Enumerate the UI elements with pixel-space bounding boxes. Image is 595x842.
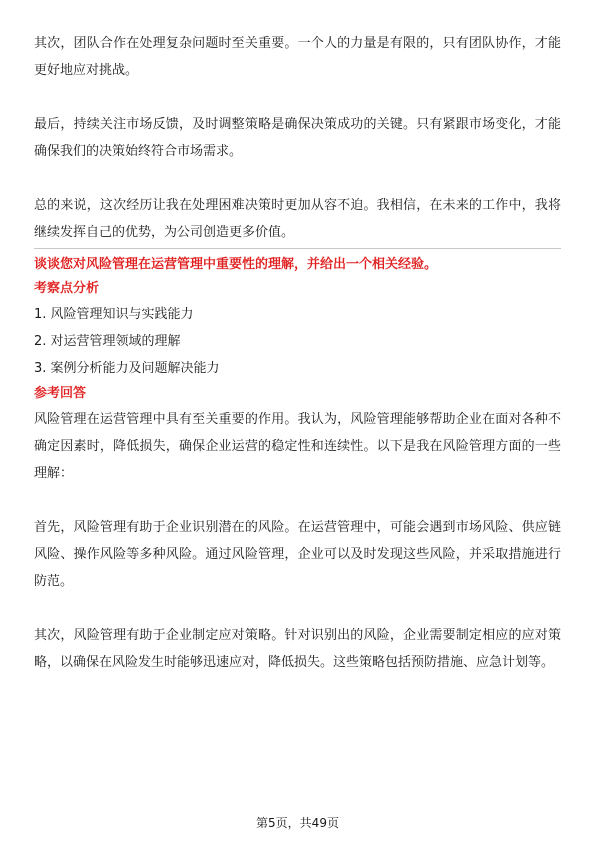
question-heading: 谈谈您对风险管理在运营管理中重要性的理解，并给出一个相关经验。: [34, 257, 438, 272]
answer-title: 参考回答: [34, 386, 87, 401]
analysis-list: [34, 301, 561, 382]
answer-paragraph-3: 其次，风险管理有助于企业制定应对策略。针对识别出的风险，企业需要制定相应的应对策略，以确保在风险发生时能够迅速应对，降低损失。这些策略包括预防措施、应急计划等。: [34, 628, 561, 670]
intro-paragraph-2: 最后，持续关注市场反馈，及时调整策略是确保决策成功的关键。只有紧跟市场变化，才能确保我们的决策始终符合市场需求。: [34, 117, 561, 159]
answer-paragraph-2: 首先，风险管理有助于企业识别潜在的风险。在运营管理中，可能会遇到市场风险、供应链风险、操作风险等多种风险。通过风险管理，企业可以及时发现这些风险，并采取措施进行防范。: [34, 520, 561, 589]
analysis-item: 2. 对运营管理领域的理解: [34, 334, 181, 349]
intro-paragraph-3: 总的来说，这次经历让我在处理困难决策时更加从容不迫。我相信，在未来的工作中，我将继续发挥自己的优势，为公司创造更多价值。: [34, 198, 561, 240]
analysis-item: 3. 案例分析能力及问题解决能力: [34, 361, 220, 376]
section-divider: [34, 248, 561, 249]
answer-paragraph-1: 风险管理在运营管理中具有至关重要的作用。我认为，风险管理能够帮助企业在面对各种不确定因素时，降低损失，确保企业运营的稳定性和连续性。以下是我在风险管理方面的一些理解：: [34, 412, 561, 481]
analysis-item: 1. 风险管理知识与实践能力: [34, 307, 194, 322]
document-page: [34, 30, 561, 676]
intro-paragraph-1: 其次，团队合作在处理复杂问题时至关重要。一个人的力量是有限的，只有团队协作，才能更好地应对挑战。: [34, 36, 561, 78]
page-footer: 第5页，共49页: [256, 816, 339, 830]
analysis-title: 考察点分析: [34, 281, 100, 296]
